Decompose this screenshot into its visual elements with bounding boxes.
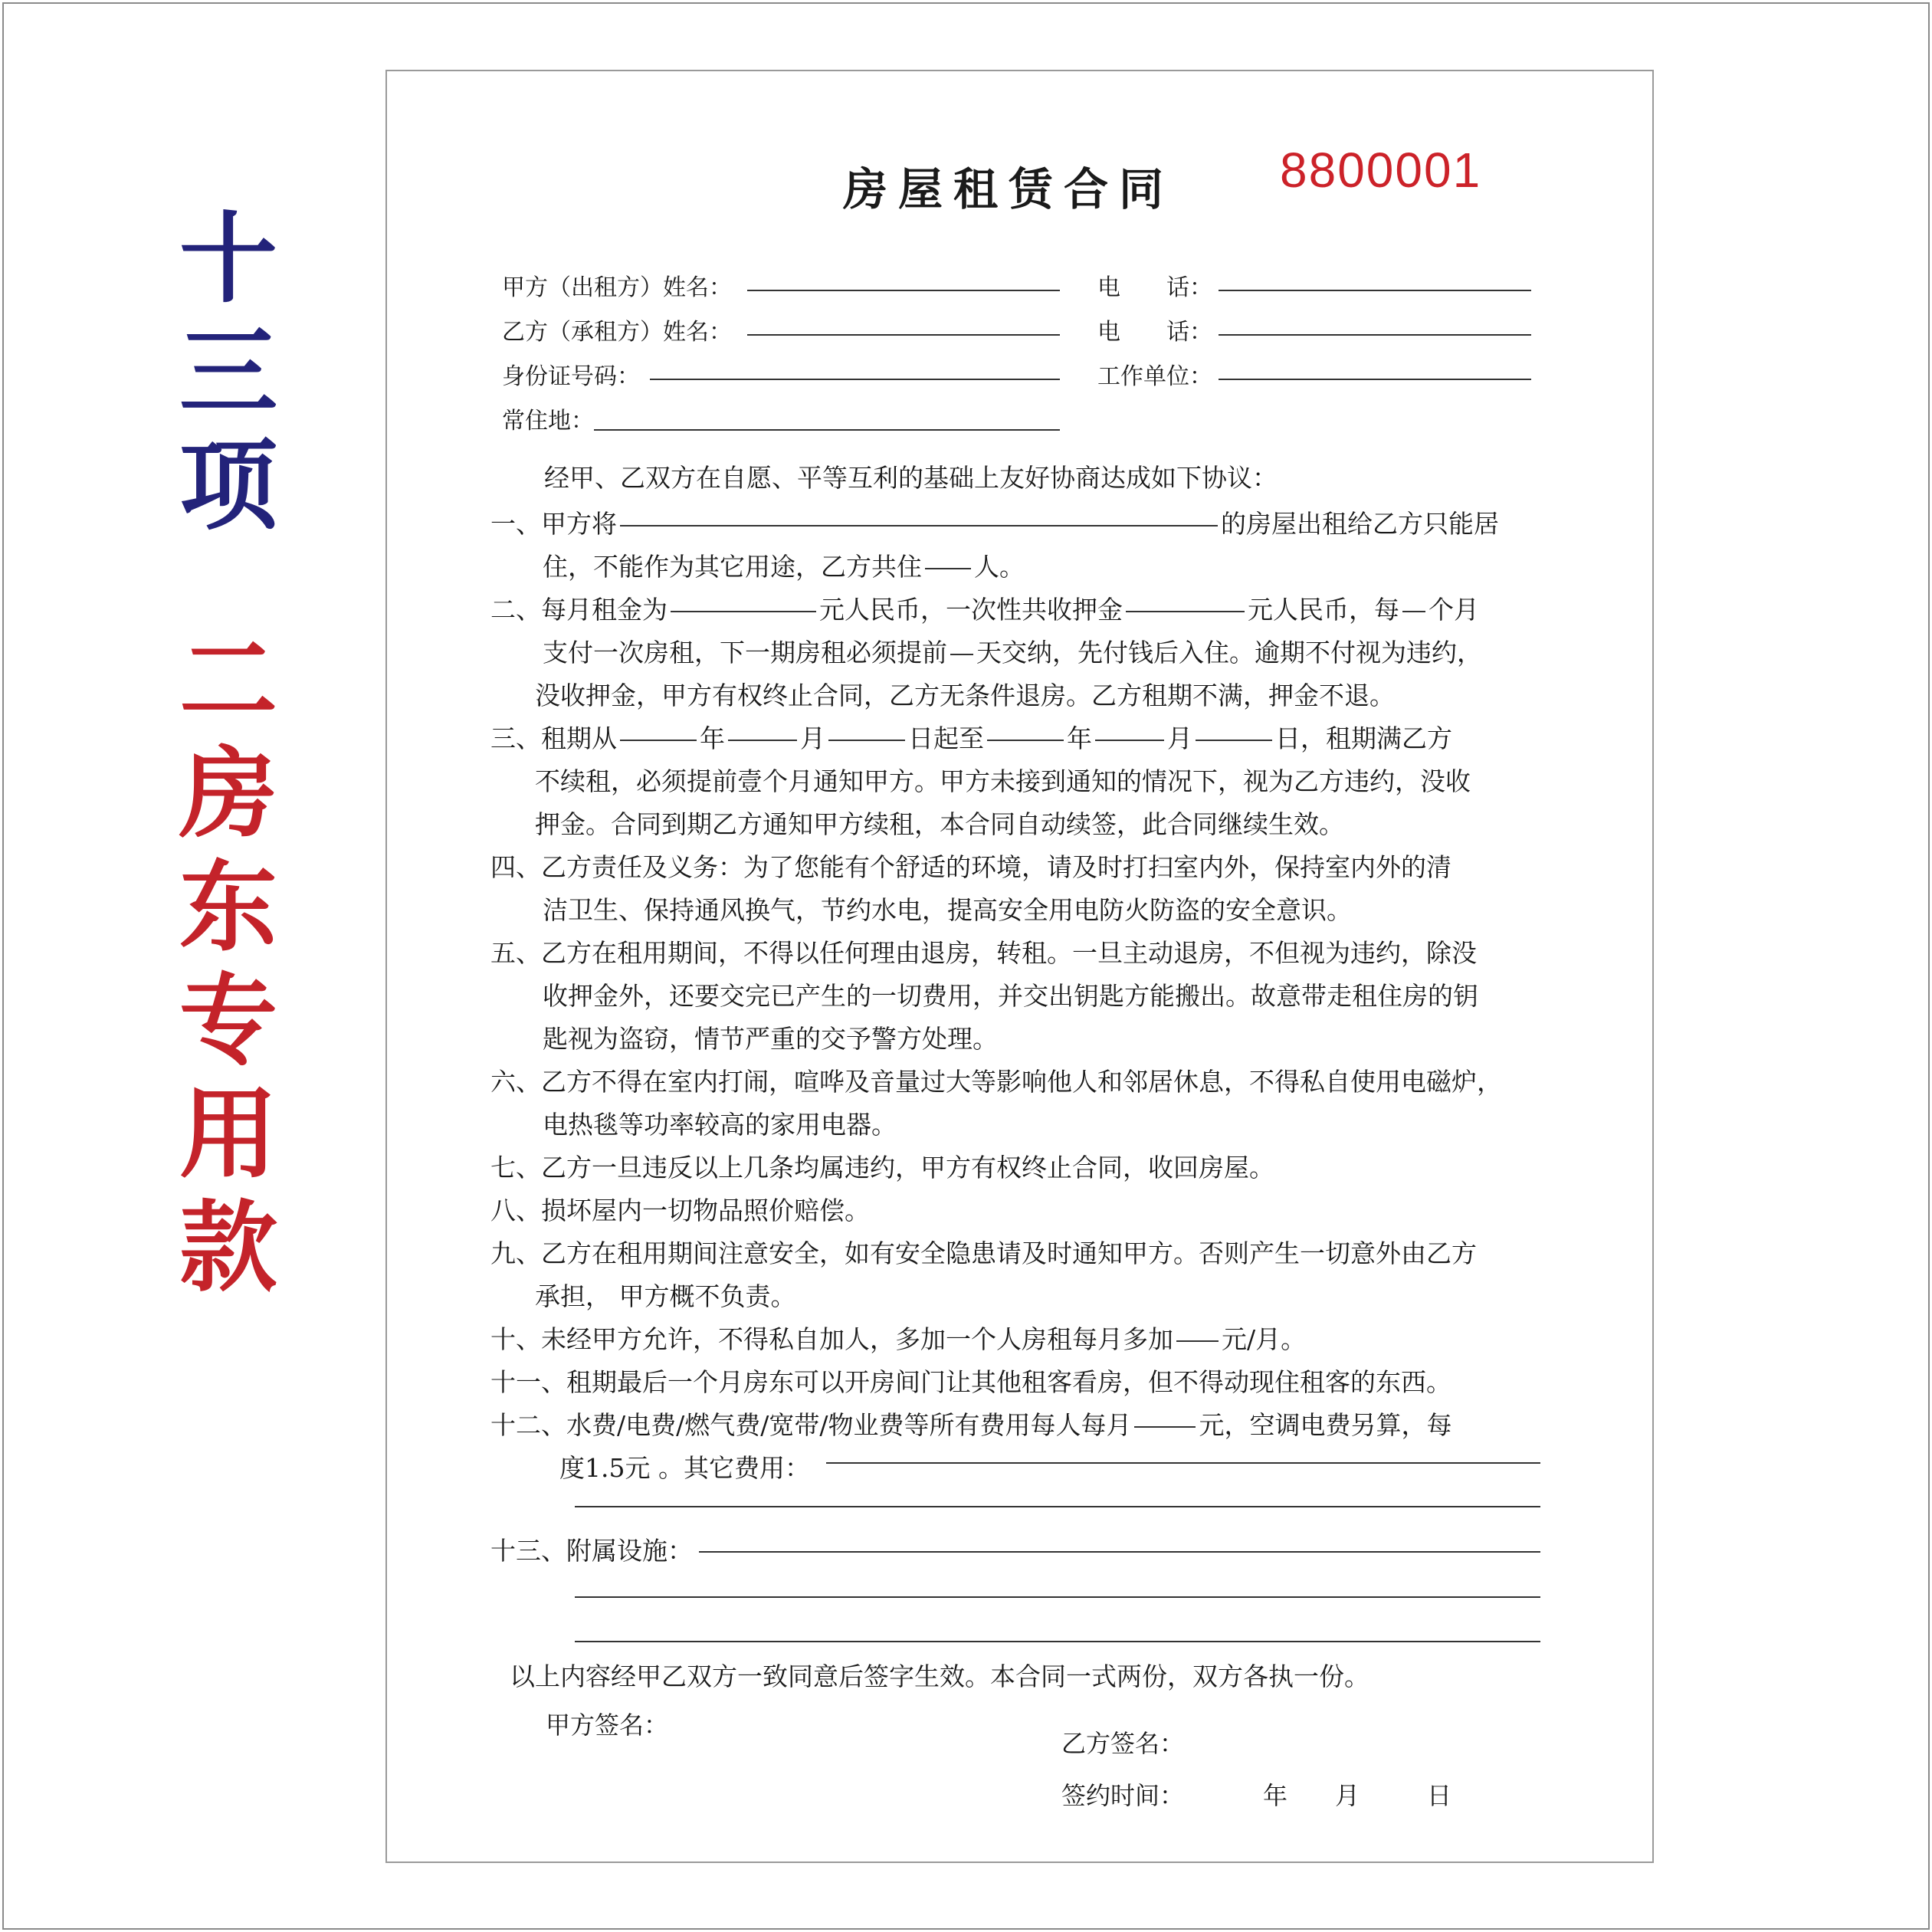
end-month-blank[interactable] (1095, 740, 1164, 741)
id-number-line[interactable] (650, 379, 1060, 380)
side-char: 款 (179, 1191, 278, 1305)
clause-text: 住，不能作为其它用途，乙方共住 (543, 552, 922, 582)
other-fees-line-2[interactable] (575, 1506, 1540, 1507)
clause-1-line-2 (543, 547, 1025, 583)
clause-3-line-3: 押金。合同到期乙方通知甲方续租，本合同自动续签，此合同继续生效。 (535, 809, 1344, 839)
other-fees-line-1[interactable] (826, 1462, 1540, 1464)
property-blank[interactable] (620, 525, 1218, 526)
tenant-name-line[interactable] (747, 334, 1060, 336)
clause-text: 二、每月租金为 (490, 595, 668, 625)
sign-year-label: 年 (1263, 1781, 1288, 1810)
clause-3-line-2: 不续租，必须提前壹个月通知甲方。甲方未接到通知的情况下，视为乙方违约，没收 (535, 766, 1471, 796)
clause-7: 七、乙方一旦违反以上几条均属违约，甲方有权终止合同，收回房屋。 (490, 1153, 1274, 1182)
clause-12-line-2: 度1.5元 。其它费用： (559, 1453, 810, 1483)
clause-text: 天交纳，先付钱后入住。逾期不付视为违约， (976, 638, 1482, 668)
phone2-label: 电 话： (1097, 319, 1212, 346)
clause-text: 月 (800, 723, 825, 753)
end-year-blank[interactable] (987, 740, 1064, 741)
clause-11: 十一、租期最后一个月房东可以开房间门让其他租客看房，但不得动现住租客的东西。 (490, 1367, 1451, 1397)
facilities-line-1[interactable] (699, 1551, 1540, 1553)
clause-2-line-2 (543, 633, 1482, 669)
clause-9-line-1: 九、乙方在租用期间注意安全，如有安全隐患请及时通知甲方。否则产生一切意外由乙方 (490, 1238, 1477, 1268)
side-char: 三 (179, 316, 278, 430)
side-char: 二 (179, 624, 278, 738)
start-year-blank[interactable] (620, 740, 697, 741)
side-title-red (179, 624, 278, 1305)
intro-text: 经甲、乙双方在自愿、平等互利的基础上友好协商达成如下协议： (544, 463, 1278, 493)
sign-month-label: 月 (1335, 1781, 1360, 1810)
clause-text: 元人民币，一次性共收押金 (819, 595, 1123, 625)
clause-10 (490, 1320, 1306, 1356)
occupants-blank[interactable] (925, 568, 971, 569)
sign-day-label: 日 (1427, 1781, 1452, 1810)
side-char: 房 (179, 737, 278, 851)
clause-text: 年 (700, 723, 725, 753)
clause-3-line-1 (490, 719, 1452, 755)
clause-9-line-2: 承担， 甲方概不负责。 (535, 1281, 796, 1311)
side-char: 专 (179, 964, 278, 1078)
utility-fee-blank[interactable] (1134, 1426, 1196, 1428)
clause-8: 八、损坏屋内一切物品照价赔偿。 (490, 1196, 870, 1225)
tenant-name-label: 乙方（承租方）姓名： (502, 319, 732, 346)
clause-13: 十三、附属设施： (490, 1536, 693, 1566)
clause-text: 人。 (974, 552, 1025, 582)
deposit-blank[interactable] (1126, 611, 1245, 612)
days-blank[interactable] (950, 654, 973, 655)
facilities-line-2[interactable] (575, 1596, 1540, 1598)
clause-4-line-2: 洁卫生、保持通风换气，节约水电，提高安全用电防火防盗的安全意识。 (543, 895, 1352, 925)
clause-text: 元人民币，每 (1248, 595, 1399, 625)
end-day-blank[interactable] (1196, 740, 1272, 741)
extra-person-fee-blank[interactable] (1176, 1340, 1219, 1342)
clause-6-line-1: 六、乙方不得在室内打闹，喧哗及音量过大等影响他人和邻居休息，不得私自使用电磁炉， (490, 1067, 1502, 1097)
clause-text: 个月 (1428, 595, 1479, 625)
tenant-signature-label: 乙方签名： (1061, 1729, 1185, 1758)
clause-2-line-3: 没收押金，甲方有权终止合同，乙方无条件退房。乙方租期不满，押金不退。 (535, 681, 1395, 710)
clause-5-line-1: 五、乙方在租用期间，不得以任何理由退房，转租。一旦主动退房，不但视为违约，除没 (490, 938, 1477, 968)
clause-text: 十、未经甲方允许，不得私自加人，多加一个人房租每月多加 (490, 1324, 1173, 1354)
clause-4-line-1: 四、乙方责任及义务：为了您能有个舒适的环境，请及时打扫室内外，保持室内外的清 (490, 852, 1451, 882)
clause-text: 月 (1167, 723, 1192, 753)
landlord-signature-label: 甲方签名： (546, 1711, 669, 1740)
clause-text: 年 (1067, 723, 1092, 753)
side-char: 项 (179, 429, 278, 543)
clause-6-line-2: 电热毯等功率较高的家用电器。 (543, 1110, 897, 1140)
clause-5-line-2: 收押金外，还要交完已产生的一切费用，并交出钥匙方能搬出。故意带走租住房的钥 (543, 981, 1478, 1011)
closing-text: 以上内容经甲乙双方一致同意后签字生效。本合同一式两份，双方各执一份。 (510, 1661, 1369, 1691)
work-unit-line[interactable] (1219, 379, 1531, 380)
months-blank[interactable] (1402, 611, 1425, 612)
residence-line[interactable] (594, 429, 1060, 431)
clause-text: 支付一次房租，下一期房租必须提前 (543, 638, 947, 668)
rent-blank[interactable] (671, 611, 816, 612)
clause-12-line-1 (490, 1406, 1451, 1442)
landlord-name-line[interactable] (747, 290, 1060, 291)
landlord-name-label: 甲方（出租方）姓名： (502, 274, 732, 301)
clause-2-line-1 (490, 590, 1479, 626)
clause-text: 一、甲方将 (490, 509, 617, 539)
clause-1-line-1 (490, 504, 1499, 540)
clause-text: 三、租期从 (490, 723, 617, 753)
phone2-line[interactable] (1219, 334, 1531, 336)
phone1-label: 电 话： (1097, 274, 1212, 301)
sign-date-label: 签约时间： (1061, 1781, 1185, 1810)
clause-text: 日，租期满乙方 (1275, 723, 1452, 753)
side-char: 用 (179, 1078, 278, 1192)
facilities-line-3[interactable] (575, 1641, 1540, 1642)
id-number-label: 身份证号码： (502, 363, 640, 390)
phone1-line[interactable] (1219, 290, 1531, 291)
clause-text: 的房屋出租给乙方只能居 (1221, 509, 1499, 539)
clause-text: 日起至 (908, 723, 984, 753)
clause-5-line-3: 匙视为盗窃，情节严重的交予警方处理。 (543, 1024, 998, 1054)
start-day-blank[interactable] (828, 740, 905, 741)
clause-text: 元/月。 (1222, 1324, 1307, 1354)
residence-label: 常住地： (502, 408, 594, 435)
work-unit-label: 工作单位： (1097, 363, 1212, 390)
start-month-blank[interactable] (728, 740, 797, 741)
side-title-blue (179, 202, 278, 543)
side-char: 十 (179, 202, 278, 317)
side-char: 东 (179, 851, 278, 965)
clause-text: 十二、水费/电费/燃气费/宽带/物业费等所有费用每人每月 (490, 1410, 1132, 1440)
serial-number: 8800001 (1280, 143, 1482, 198)
contract-title: 房屋租赁合同 (843, 163, 1175, 215)
clause-text: 元，空调电费另算，每 (1199, 1410, 1452, 1440)
